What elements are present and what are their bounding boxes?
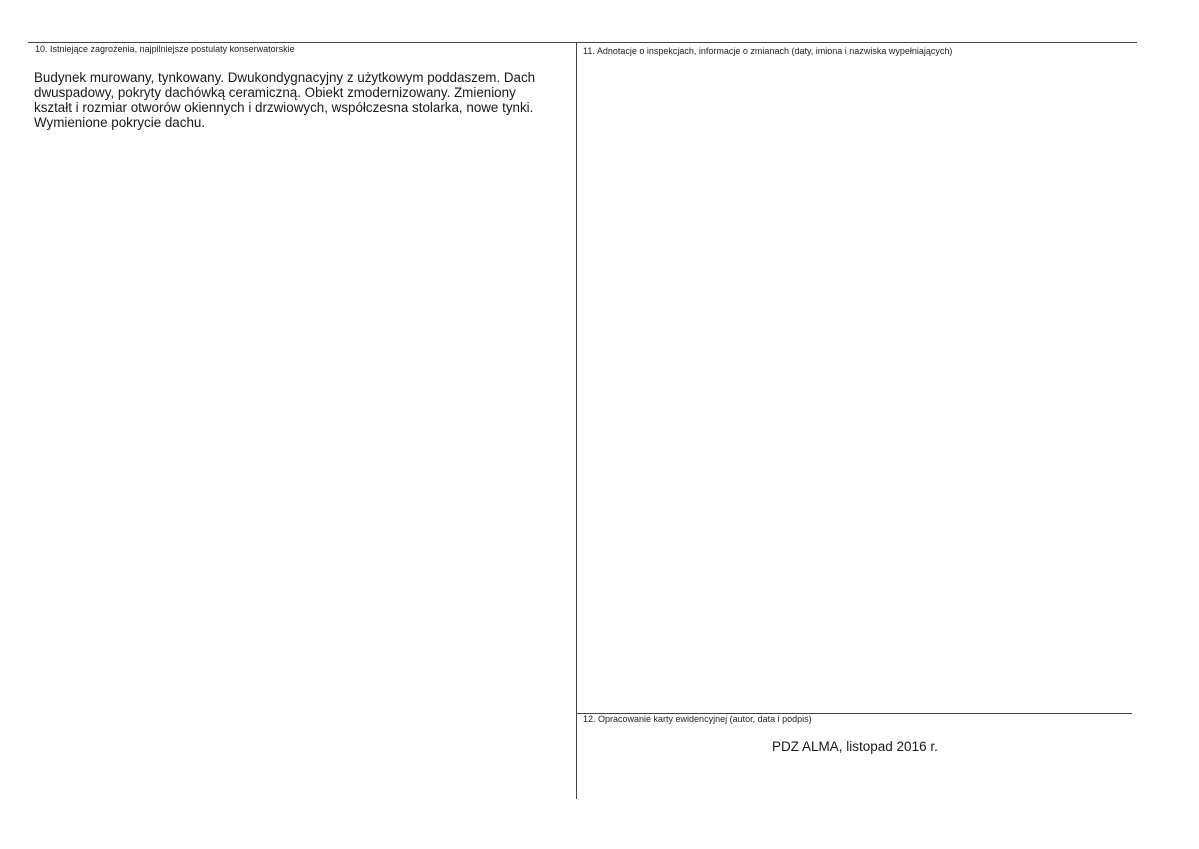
section11-label: 11. Adnotacje o inspekcjach, informacje o zmianach (daty, imiona i nazwiska wypełniających)	[583, 46, 953, 56]
top-border-line	[28, 42, 1137, 43]
section10-body-line: Budynek murowany, tynkowany. Dwukondygnacyjny z użytkowym poddaszem. Dach	[34, 70, 536, 85]
section10-body-line: dwuspadowy, pokryty dachówką ceramiczną. Obiekt zmodernizowany. Zmieniony	[34, 85, 516, 100]
section10-body-line: kształt i rozmiar otworów okiennych i drzwiowych, współczesna stolarka, nowe tynki.	[34, 100, 534, 115]
section12-label: 12. Opracowanie karty ewidencyjnej (autor, data i podpis)	[583, 714, 812, 724]
column-divider-line	[576, 42, 577, 799]
section12-author-value: PDZ ALMA, listopad 2016 r.	[772, 739, 938, 754]
section10-body-line: Wymienione pokrycie dachu.	[34, 115, 206, 130]
section10-body	[34, 70, 535, 130]
section10-label: 10. Istniejące zagrożenia, najpilniejsze postulaty konserwatorskie	[35, 44, 295, 54]
